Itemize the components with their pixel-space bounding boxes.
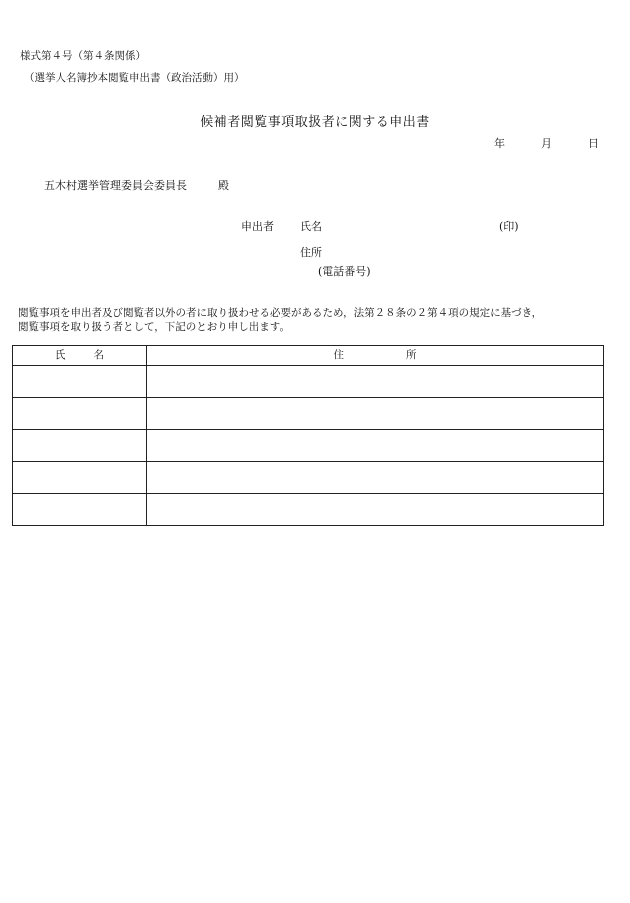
address-column-header xyxy=(147,346,604,366)
date-day-label: 日 xyxy=(588,137,599,150)
document-title: 候補者閲覧事項取扱者に関する申出書 xyxy=(200,115,430,130)
form-number: 様式第４号（第４条関係） xyxy=(20,50,146,62)
address-header-char-2: 所 xyxy=(406,349,417,362)
address-cell[interactable] xyxy=(147,398,604,430)
body-text-line2: 閲覧事項を取り扱う者として，下記のとおり申し出ます。 xyxy=(18,321,290,333)
table-row xyxy=(13,494,604,526)
name-cell[interactable] xyxy=(13,398,147,430)
applicant-phone-label: (電話番号) xyxy=(318,265,371,278)
applicant-name-label: 氏名 xyxy=(300,220,322,233)
name-cell[interactable] xyxy=(13,430,147,462)
name-cell[interactable] xyxy=(13,366,147,398)
handlers-table xyxy=(12,345,604,526)
table-row xyxy=(13,366,604,398)
body-text-line1: 閲覧事項を申出者及び閲覧者以外の者に取り扱わせる必要があるため，法第２８条の２第４項の規定に基づき， xyxy=(18,307,543,319)
address-cell[interactable] xyxy=(147,462,604,494)
name-header-char-2: 名 xyxy=(93,349,104,362)
addressee-name: 五木村選挙管理委員会委員長 xyxy=(44,179,187,192)
address-cell[interactable] xyxy=(147,366,604,398)
name-cell[interactable] xyxy=(13,462,147,494)
name-cell[interactable] xyxy=(13,494,147,526)
date-month-label: 月 xyxy=(541,137,552,150)
table-row xyxy=(13,430,604,462)
address-cell[interactable] xyxy=(147,430,604,462)
address-header-char-1: 住 xyxy=(333,349,344,362)
name-header-char-1: 氏 xyxy=(55,349,66,362)
table-row xyxy=(13,462,604,494)
applicant-address-label: 住所 xyxy=(300,246,322,259)
date-year-label: 年 xyxy=(494,137,505,150)
seal-mark: (印) xyxy=(499,220,519,233)
form-subtitle: （選挙人名簿抄本閲覧申出書（政治活動）用） xyxy=(24,72,245,84)
addressee-honorific: 殿 xyxy=(218,179,229,192)
table-row xyxy=(13,398,604,430)
table-header-row xyxy=(13,346,604,366)
name-column-header xyxy=(13,346,147,366)
applicant-label: 申出者 xyxy=(241,220,274,233)
address-cell[interactable] xyxy=(147,494,604,526)
